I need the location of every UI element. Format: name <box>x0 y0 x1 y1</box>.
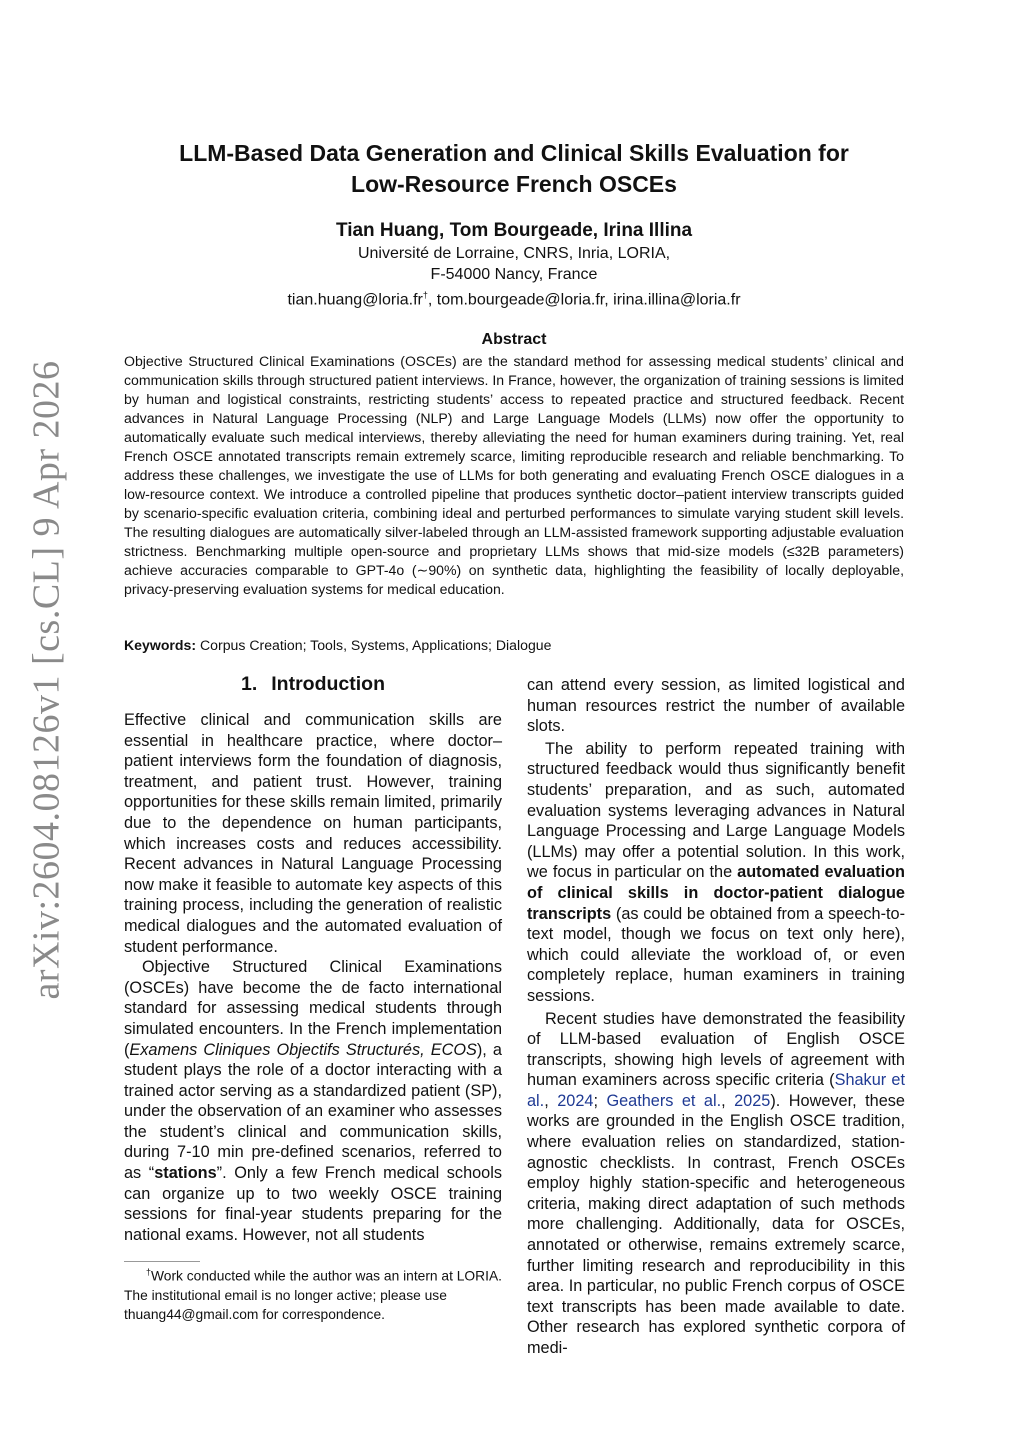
footnote-mark-2: † <box>146 1267 152 1277</box>
p5-text-a: Recent studies have demonstrated the feasibility of LLM-based evaluation of English OSCE transcripts, showing high levels of agreement with human examiners across specific criteria ( <box>527 1009 905 1090</box>
paper-title <box>124 138 904 200</box>
keywords-text: Corpus Creation; Tools, Systems, Applications; Dialogue <box>196 637 552 653</box>
footnote <box>124 1263 502 1324</box>
section-number: 1. <box>241 673 258 695</box>
p5-text-b: ). However, these works are grounded in the English OSCE tradition, where evaluation relies on standardized, station-agnostic checklists. In contrast, French OSCEs employ highly station-specific and heterogeneous criteria, making direct adaptation of such methods more challenging. Additionally, data for OSCEs, annotated or otherwise, remains extremely scarce, further limiting research and reproducibility in this area. In particular, no public French corpus of OSCE text transcripts has been made available to date. Other research has explored synthetic corpora of medi- <box>527 1091 905 1357</box>
intro-paragraph-2 <box>124 957 502 1245</box>
intro-paragraph-5 <box>527 1009 905 1359</box>
keywords-line <box>124 637 904 653</box>
p5-sep: , <box>544 1091 558 1110</box>
p5-sep: , <box>721 1091 735 1110</box>
author-emails <box>124 285 904 310</box>
section-title: Introduction <box>271 673 385 695</box>
author-names: Tian Huang, Tom Bourgeade, Irina Illina <box>335 220 693 241</box>
keywords-label: Keywords: <box>124 637 197 653</box>
p2-bold: stations <box>154 1164 217 1183</box>
emails-rest: , tom.bourgeade@loria.fr, irina.illina@loria.fr <box>427 291 741 309</box>
p5-sep: ; <box>593 1091 607 1110</box>
affiliation-line-2: F-54000 Nancy, France <box>430 266 598 283</box>
section-heading <box>124 672 502 696</box>
citation-link[interactable]: Geathers et al. <box>606 1091 722 1110</box>
abstract-heading: Abstract <box>481 331 547 348</box>
citation-link[interactable]: 2025 <box>734 1091 771 1110</box>
p4-text-b: (as could be obtained from a speech-to-text model, though we focus on text only here), which could alleviate the workload of, or even completely replace, human examiners in training sessions. <box>527 904 905 1005</box>
title-line-1: LLM-Based Data Generation and Clinical Skills Evaluation for <box>179 140 849 166</box>
arxiv-sidebar-stamp <box>22 300 72 1060</box>
p2-italic: Examens Cliniques Objectifs Structurés, ECOS <box>129 1040 477 1059</box>
abstract-text: Objective Structured Clinical Examinations (OSCEs) are the standard method for assessing medical students’ clinical and communication skills through structured patient interviews. In France, however, the organization of training sessions is limited by human and logistical constraints, restricting students’ access to repeated practice and structured feedback. Recent advances in Natural Language Processing (NLP) and Large Language Models (LLMs) now offer the opportunity to automatically evaluate such medical interviews, thereby alleviating the need for human examiners during training. Yet, real French OSCE annotated transcripts remain extremely scarce, limiting reproducible research and reliable benchmarking. To address these challenges, we investigate the use of LLMs for both generating and evaluating French OSCE dialogues in a low-resource context. We introduce a controlled pipeline that produces synthetic doctor–patient interview transcripts guided by scenario-specific evaluation criteria, combining ideal and perturbed performances to simulate varying student skill levels. The resulting dialogues are automatically silver-labeled through an LLM-assisted framework supporting adjustable evaluation strictness. Benchmarking multiple open-source and proprietary LLMs shows that mid-size models (≤32B parameters) achieve accuracies comparable to GPT-4o (∼90%) on synthetic data, highlighting the feasibility of locally deployable, privacy-preserving evaluation systems for medical education. <box>124 353 904 597</box>
intro-paragraph-3: can attend every session, as limited logistical and human resources restrict the number of available slots. <box>527 676 905 736</box>
footnote-rule <box>124 1261 200 1262</box>
p2-text-a: Objective Structured Clinical Examinations (OSCEs) have become the de facto international standard for assessing medical students through simulated encounters. In the French implementation ( <box>124 958 502 1059</box>
citation-link[interactable]: 2024 <box>557 1091 594 1110</box>
footnote-mark: † <box>422 290 428 300</box>
title-line-2: Low-Resource French OSCEs <box>351 171 677 197</box>
author-block <box>124 219 904 310</box>
p4-text-a: The ability to perform repeated training with structured feedback would thus significantly benefit students’ preparation, and as such, automated evaluation systems leveraging advances in Natural Language Processing and Large Language Models (LLMs) may offer a potential solution. In this work, we focus in particular on the <box>527 739 905 882</box>
intro-paragraph-4 <box>527 739 905 1007</box>
p2-text-c: ”. Only a few French medical schools can organize up to two weekly OSCE training sessions for final-year students preparing for the national exams. However, not all students <box>124 1164 502 1244</box>
citation-link[interactable]: Shakur et al. <box>527 1071 905 1110</box>
email-1[interactable]: tian.huang@loria.fr <box>287 291 423 309</box>
footnote-text: Work conducted while the author was an intern at LORIA. The institutional email is no longer active; please use thuang44@gmail.com for correspondence. <box>124 1268 503 1322</box>
affiliation-line-1: Université de Lorraine, CNRS, Inria, LORIA, <box>357 245 671 262</box>
arxiv-id: arXiv:2604.08126v1 [cs.CL] 9 Apr 2026 <box>26 360 69 1000</box>
p4-bold: automated evaluation of clinical skills in doctor-patient dialogue transcripts <box>527 863 905 923</box>
p2-text-b: ), a student plays the role of a doctor interacting with a trained actor serving as a standardized patient (SP), under the observation of an examiner who assesses the student’s clinical and communication skills, during 7-10 min pre-defined scenarios, referred to as “ <box>124 1040 502 1183</box>
intro-paragraph-1: Effective clinical and communication skills are essential in healthcare practice, where doctor–patient interviews form the foundation of diagnosis, treatment, and patient trust. However, training opportunities for these skills remain limited, primarily due to the dependence on human participants, which increases costs and reduces accessibility. Recent advances in Natural Language Processing now make it feasible to automate key aspects of this training process, including the generation of realistic medical dialogues and the automated evaluation of student performance. <box>124 711 502 956</box>
right-column <box>527 675 905 1359</box>
left-column <box>124 672 502 1245</box>
